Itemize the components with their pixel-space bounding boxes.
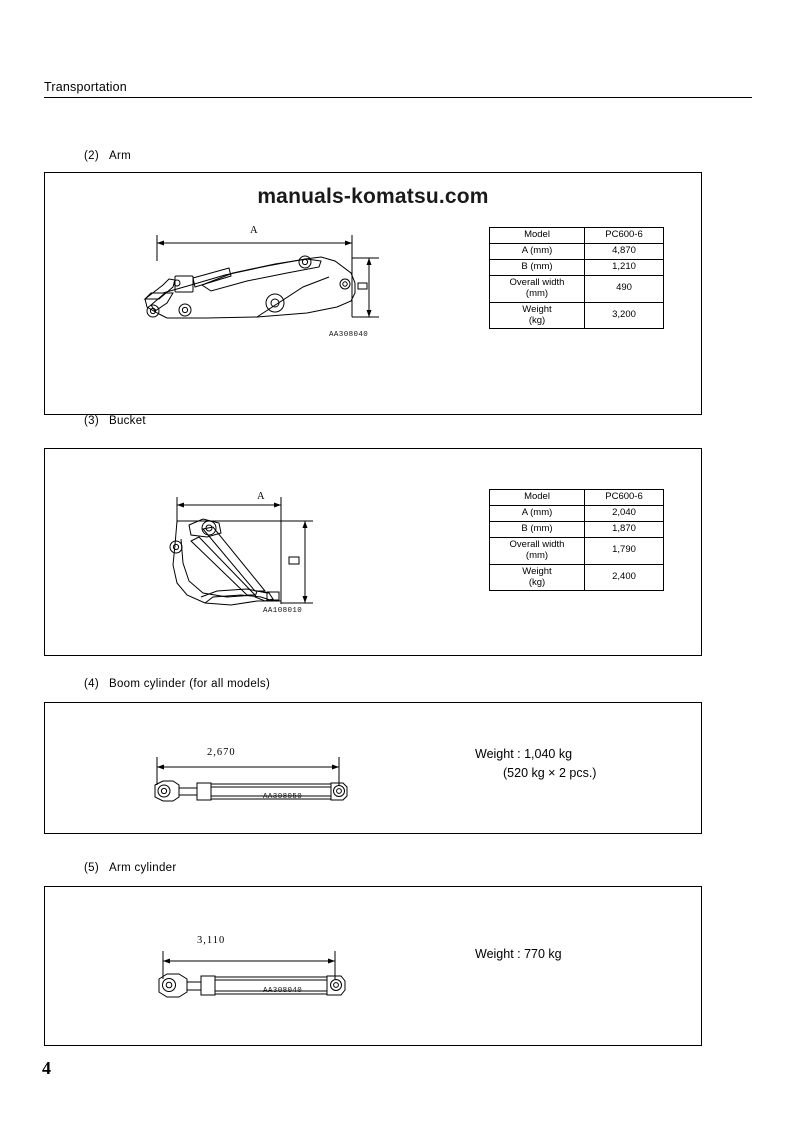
table-row [490, 521, 664, 537]
arm-table-label-weight [490, 302, 585, 329]
arm-dimension-letter-a: A [250, 225, 258, 236]
content-box-arm-cylinder [44, 886, 702, 1046]
bucket-table-label-a: A (mm) [490, 505, 585, 521]
arm-cylinder-drawing [155, 939, 365, 1009]
section-number-bucket: (3) [84, 415, 99, 427]
table-row [490, 302, 664, 329]
content-box-bucket [44, 448, 702, 656]
label-line-1: Overall width [509, 276, 565, 288]
bucket-table-label-model: Model [490, 490, 585, 506]
bucket-table-value-model: PC600-6 [585, 490, 664, 506]
arm-spec-table [489, 227, 664, 329]
arm-table-value-b: 1,210 [585, 259, 664, 275]
section-number-boom-cylinder: (4) [84, 678, 99, 690]
label-line-2: (kg) [528, 314, 546, 326]
bucket-table-label-overall-width [490, 537, 585, 564]
page-header-rule [44, 97, 752, 98]
watermark-text: manuals-komatsu.com [257, 185, 489, 208]
arm-table-label-model: Model [490, 228, 585, 244]
bucket-drawing-code: AA108010 [263, 607, 303, 615]
arm-drawing-code: AA308040 [329, 331, 369, 339]
content-box-boom-cylinder [44, 702, 702, 834]
section-title-boom-cylinder: Boom cylinder (for all models) [108, 678, 271, 690]
arm-cylinder-weight [475, 945, 562, 964]
boom-cylinder-dimension-value: 2,670 [207, 747, 236, 758]
section-caption-arm [84, 150, 131, 162]
bucket-table-value-a: 2,040 [585, 505, 664, 521]
table-row [490, 490, 664, 506]
arm-table-value-weight: 3,200 [585, 302, 664, 329]
page-number: 4 [42, 1058, 51, 1078]
table-row [490, 259, 664, 275]
label-line-1: Weight [522, 303, 552, 315]
bucket-table-label-weight [490, 564, 585, 591]
arm-table-label-overall-width [490, 275, 585, 302]
bucket-dimension-letter-a: A [257, 491, 265, 502]
arm-cylinder-dimension-value: 3,110 [197, 935, 226, 946]
arm-table-value-a: 4,870 [585, 243, 664, 259]
bucket-table-value-overall-width: 1,790 [585, 537, 664, 564]
page-header [44, 78, 752, 98]
bucket-table-value-weight: 2,400 [585, 564, 664, 591]
label-line-2: (mm) [525, 549, 549, 561]
arm-cylinder-weight-main: Weight : 770 kg [475, 947, 562, 961]
table-row [490, 564, 664, 591]
section-title-arm-cylinder: Arm cylinder [108, 862, 177, 874]
label-line-2: (mm) [525, 287, 549, 299]
label-line-1: Weight [522, 565, 552, 577]
table-row [490, 228, 664, 244]
arm-table-value-overall-width: 490 [585, 275, 664, 302]
arm-table-label-a: A (mm) [490, 243, 585, 259]
table-row [490, 243, 664, 259]
table-row [490, 505, 664, 521]
section-title-arm: Arm [108, 150, 131, 162]
boom-cylinder-drawing [149, 745, 359, 815]
arm-table-label-b: B (mm) [490, 259, 585, 275]
label-line-1: Overall width [509, 538, 565, 550]
section-caption-boom-cylinder [84, 678, 270, 690]
arm-cylinder-drawing-code: AA308040 [263, 987, 303, 995]
bucket-table-label-b: B (mm) [490, 521, 585, 537]
page-header-title: Transportation [44, 80, 127, 94]
boom-cylinder-weight-main: Weight : 1,040 kg [475, 747, 573, 761]
bucket-table-value-b: 1,870 [585, 521, 664, 537]
content-box-arm [44, 172, 702, 415]
section-caption-bucket [84, 415, 146, 427]
table-row [490, 275, 664, 302]
boom-cylinder-drawing-code: AA308050 [263, 793, 303, 801]
boom-cylinder-weight [475, 745, 596, 784]
label-line-2: (kg) [528, 576, 546, 588]
boom-cylinder-weight-sub: (520 kg × 2 pcs.) [503, 766, 597, 781]
section-number-arm-cylinder: (5) [84, 862, 99, 874]
section-caption-arm-cylinder [84, 862, 176, 874]
table-row [490, 537, 664, 564]
section-number-arm: (2) [84, 150, 99, 162]
bucket-spec-table [489, 489, 664, 591]
arm-drawing [107, 221, 407, 341]
arm-table-value-model: PC600-6 [585, 228, 664, 244]
section-title-bucket: Bucket [108, 415, 146, 427]
